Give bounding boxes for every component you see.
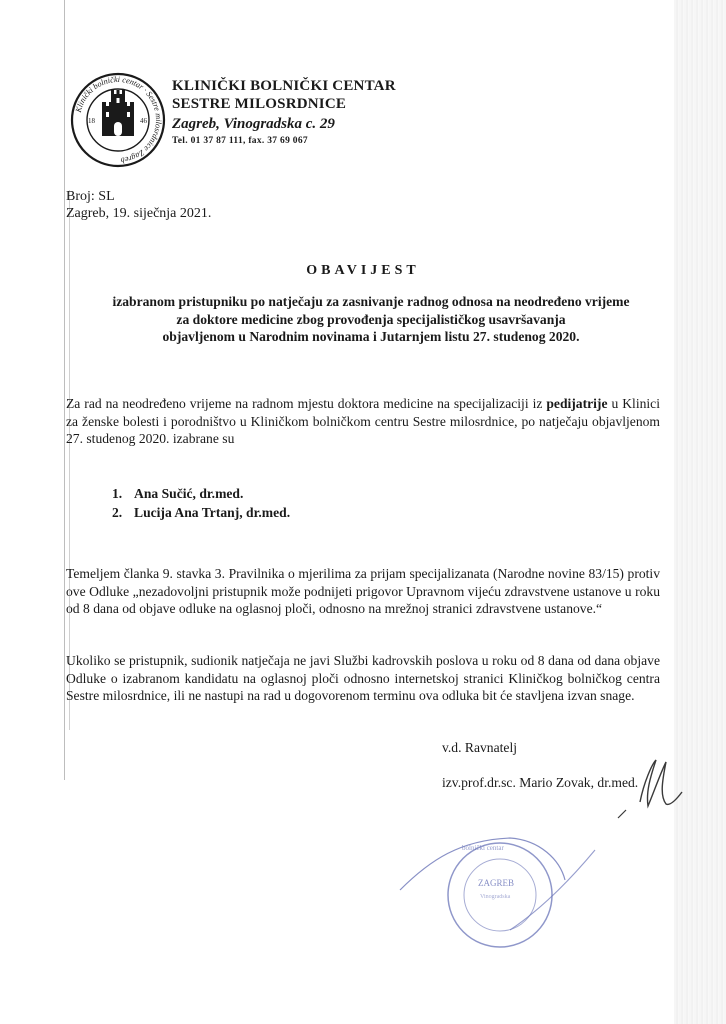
institution-address: Zagreb, Vinogradska c. 29 (172, 116, 335, 132)
list-number: 1. (112, 486, 123, 501)
institution-contact: Tel. 01 37 87 111, fax. 37 69 067 (172, 136, 308, 146)
subtitle-line: za doktore medicine zbog provođenja specijalističkog usavršavanja (176, 311, 566, 327)
paragraph-appeal: Temeljem članka 9. stavka 3. Pravilnika o mjerilima za prijam specijalizanata (Narodne novine 83/15) protiv ove Odluke „nezadovoljni pristupnik može podnijeti prigovor Upravnom vijeću zdravstvene ustanove u roku od 8 dana od objave odluke na oglasnoj ploči, odnosno na mrežnoj stranici zdravstvene ustanove.“ (66, 566, 660, 617)
scan-edge-artifact (674, 0, 726, 1024)
institution-name-line2: SESTRE MILOSRDNICE (172, 96, 347, 112)
specialization-name: pedijatrije (546, 396, 608, 411)
svg-text:bolnički centar: bolnički centar (462, 844, 504, 852)
paragraph-text: u Klinici za ženske bolesti i porodništvo u Kliničkom bolničkom centru Sestre milosrdnice, po natječaju objavljenom 27. studenog 2020. izabrane su (66, 396, 660, 447)
official-stamp (390, 820, 620, 960)
candidate-name: Lucija Ana Trtanj, dr.med. (134, 505, 291, 520)
signatory-role: v.d. Ravnatelj (442, 740, 517, 755)
scan-line-artifact (64, 0, 65, 780)
notice-title: OBAVIJEST (306, 263, 420, 278)
subtitle-line: izabranom pristupniku po natječaju za zasnivanje radnog odnosa na neodređeno vrijeme (112, 294, 630, 309)
reference-number: Broj: SL (66, 189, 115, 204)
hospital-logo-seal (68, 70, 168, 170)
list-item (112, 503, 290, 522)
logo-year-left: 18 (88, 117, 95, 125)
svg-text:Vinogradska: Vinogradska (480, 894, 511, 900)
paragraph-conditions: Ukoliko se pristupnik, sudionik natječaja ne javi Službi kadrovskih poslova u roku od 8 dana od dana objave Odluke o izabranom kandidatu na oglasnoj ploči odnosno internetskoj stranici Kliničkog bolničkog centra Sestre milosrdnice, ili ne nastupi na rad u dogovorenom terminu ova odluka bit će stavljena izvan snage. (66, 653, 660, 704)
notice-subtitle (80, 293, 662, 346)
selected-candidates-list (112, 484, 290, 522)
reference-block (66, 188, 211, 222)
subtitle-line: objavljenom u Narodnim novinama i Jutarnjem listu 27. studenog 2020. (162, 329, 580, 344)
list-item (112, 484, 290, 503)
letterhead (172, 77, 396, 146)
svg-text:ZAGREB: ZAGREB (478, 878, 514, 888)
institution-name-line1: KLINIČKI BOLNIČKI CENTAR (172, 78, 396, 94)
svg-text:Klinički bolnički centar · Ses: Klinički bolnički centar · Sestre milosrdnice Zagreb (73, 74, 164, 165)
place-date: Zagreb, 19. siječnja 2021. (66, 206, 212, 221)
signatory-name: izv.prof.dr.sc. Mario Zovak, dr.med. (442, 775, 639, 790)
logo-year-right: 46 (140, 117, 147, 125)
paragraph-selection (66, 395, 660, 448)
list-number: 2. (112, 505, 123, 520)
handwritten-signature (610, 752, 690, 822)
candidate-name: Ana Sučić, dr.med. (134, 486, 244, 501)
paragraph-text: Za rad na neodređeno vrijeme na radnom mjestu doktora medicine na specijalizaciji iz (66, 396, 547, 411)
